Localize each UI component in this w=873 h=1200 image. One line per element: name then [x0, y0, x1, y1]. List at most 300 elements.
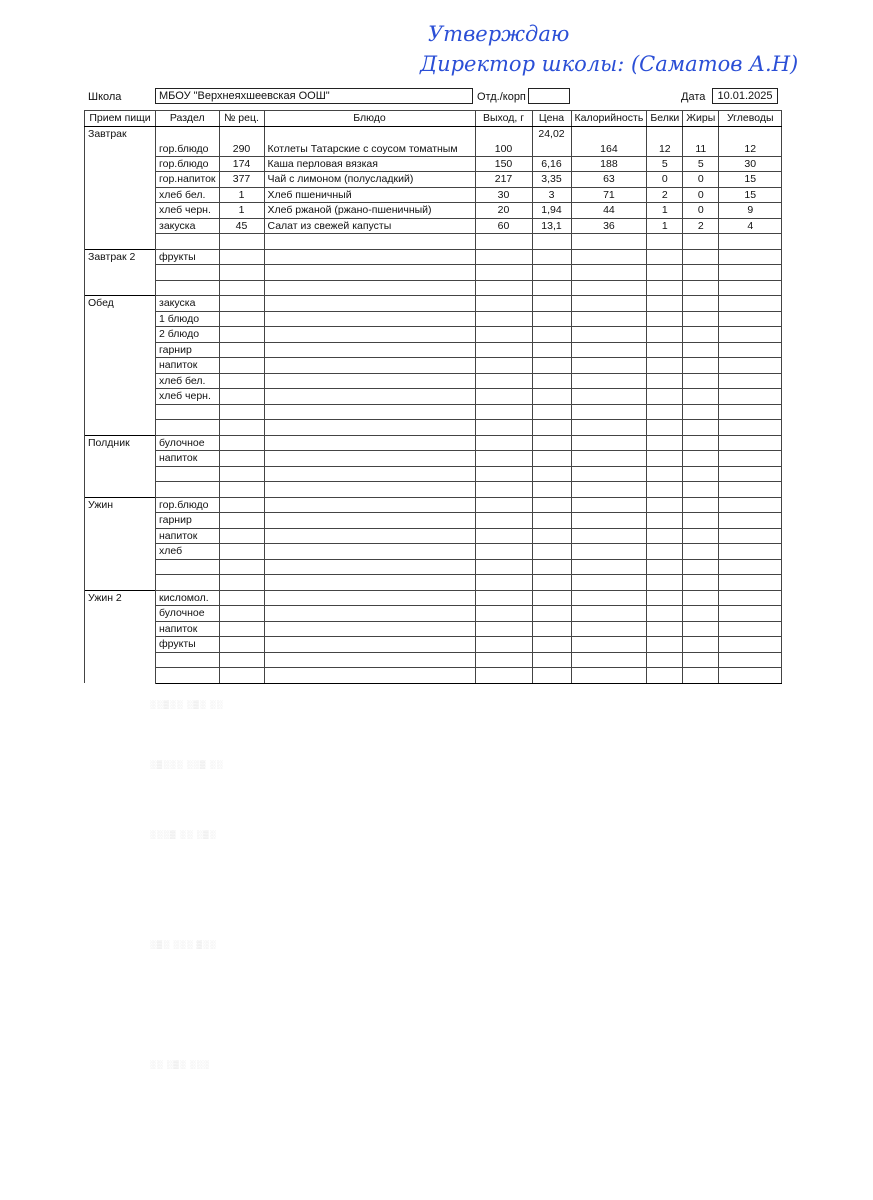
table-cell: [571, 575, 647, 591]
column-header: Белки: [647, 111, 683, 127]
table-cell: [647, 373, 683, 389]
table-cell: 2 блюдо: [156, 327, 220, 343]
table-cell: [719, 590, 782, 606]
table-cell: [719, 482, 782, 498]
table-cell: [219, 621, 264, 637]
table-cell: [719, 265, 782, 281]
table-cell: [719, 559, 782, 575]
table-cell: [647, 327, 683, 343]
table-cell: [571, 466, 647, 482]
table-row: [85, 156, 782, 172]
table-cell: [683, 342, 719, 358]
table-cell: 30: [719, 156, 782, 172]
table-row: [85, 373, 782, 389]
table-cell: гор.напиток: [156, 172, 220, 188]
table-cell: [264, 358, 475, 374]
table-cell: [647, 590, 683, 606]
table-cell: [156, 559, 220, 575]
table-cell: [219, 342, 264, 358]
table-cell: [475, 311, 532, 327]
table-cell: [264, 513, 475, 529]
column-header: Калорийность: [571, 111, 647, 127]
table-cell: [264, 296, 475, 312]
table-cell: [156, 265, 220, 281]
table-cell: [571, 420, 647, 436]
table-cell: [156, 466, 220, 482]
table-cell: [683, 327, 719, 343]
table-cell: [571, 327, 647, 343]
table-cell: [683, 249, 719, 265]
table-cell: [475, 466, 532, 482]
table-cell: 150: [475, 156, 532, 172]
table-row: [85, 513, 782, 529]
table-cell: 1 блюдо: [156, 311, 220, 327]
table-cell: хлеб бел.: [156, 187, 220, 203]
table-cell: напиток: [156, 451, 220, 467]
table-cell: [683, 451, 719, 467]
table-row: [85, 435, 782, 451]
table-header-row: [85, 111, 782, 127]
table-cell: кисломол.: [156, 590, 220, 606]
table-cell: [719, 249, 782, 265]
table-cell: [571, 590, 647, 606]
table-cell: 100: [475, 126, 532, 156]
table-cell: [647, 280, 683, 296]
table-cell: [219, 497, 264, 513]
table-row: [85, 621, 782, 637]
table-cell: 1: [219, 203, 264, 219]
table-cell: [475, 528, 532, 544]
table-cell: [219, 590, 264, 606]
table-cell: [571, 668, 647, 684]
table-cell: [219, 528, 264, 544]
table-cell: [156, 482, 220, 498]
table-cell: [532, 466, 571, 482]
column-header: Прием пищи: [85, 111, 156, 127]
table-cell: [219, 420, 264, 436]
table-cell: булочное: [156, 435, 220, 451]
table-cell: [571, 234, 647, 250]
table-cell: [571, 404, 647, 420]
table-cell: 5: [647, 156, 683, 172]
table-cell: 20: [475, 203, 532, 219]
table-row: [85, 296, 782, 312]
table-cell: [532, 420, 571, 436]
table-cell: [719, 451, 782, 467]
table-cell: 377: [219, 172, 264, 188]
table-cell: [571, 497, 647, 513]
table-cell: [683, 280, 719, 296]
table-cell: [683, 389, 719, 405]
table-cell: 24,02: [532, 126, 571, 156]
table-row: [85, 544, 782, 560]
table-cell: [647, 637, 683, 653]
table-cell: булочное: [156, 606, 220, 622]
table-cell: [571, 249, 647, 265]
table-cell: [532, 296, 571, 312]
table-cell: [532, 606, 571, 622]
table-cell: напиток: [156, 621, 220, 637]
scan-artifact: ░░░▒ ░░ ░▒░: [150, 830, 217, 839]
table-cell: Салат из свежей капусты: [264, 218, 475, 234]
table-cell: [532, 280, 571, 296]
table-cell: 2: [683, 218, 719, 234]
table-cell: [719, 327, 782, 343]
table-cell: [532, 482, 571, 498]
table-cell: 5: [683, 156, 719, 172]
column-header: Жиры: [683, 111, 719, 127]
table-cell: [683, 466, 719, 482]
table-cell: Чай с лимоном (полусладкий): [264, 172, 475, 188]
table-cell: [219, 280, 264, 296]
table-cell: [571, 513, 647, 529]
table-cell: [475, 234, 532, 250]
table-cell: гарнир: [156, 513, 220, 529]
table-cell: [719, 280, 782, 296]
table-cell: [264, 249, 475, 265]
table-row: [85, 172, 782, 188]
table-cell: 9: [719, 203, 782, 219]
table-cell: [532, 435, 571, 451]
table-cell: [475, 358, 532, 374]
table-cell: гарнир: [156, 342, 220, 358]
table-cell: [683, 652, 719, 668]
table-cell: [647, 528, 683, 544]
table-row: [85, 389, 782, 405]
table-row: [85, 404, 782, 420]
table-cell: [264, 342, 475, 358]
table-row: [85, 265, 782, 281]
table-cell: [532, 668, 571, 684]
table-cell: 36: [571, 218, 647, 234]
table-cell: 30: [475, 187, 532, 203]
table-cell: [219, 249, 264, 265]
table-cell: [719, 497, 782, 513]
table-cell: [571, 528, 647, 544]
table-row: [85, 528, 782, 544]
table-cell: [219, 451, 264, 467]
table-cell: [219, 637, 264, 653]
table-cell: [532, 234, 571, 250]
table-row: [85, 637, 782, 653]
table-cell: [532, 373, 571, 389]
column-header: Выход, г: [475, 111, 532, 127]
table-cell: [647, 358, 683, 374]
table-cell: [532, 559, 571, 575]
table-cell: [647, 234, 683, 250]
table-cell: [647, 652, 683, 668]
table-cell: [719, 513, 782, 529]
table-cell: [532, 327, 571, 343]
column-header: Раздел: [156, 111, 220, 127]
table-cell: [264, 637, 475, 653]
table-cell: [719, 528, 782, 544]
table-cell: [683, 265, 719, 281]
table-cell: 3,35: [532, 172, 571, 188]
table-row: [85, 218, 782, 234]
table-cell: [683, 606, 719, 622]
table-row: [85, 342, 782, 358]
table-cell: [647, 606, 683, 622]
dept-field[interactable]: [528, 88, 570, 104]
table-cell: [647, 435, 683, 451]
table-cell: 12: [719, 126, 782, 156]
table-cell: [647, 265, 683, 281]
table-cell: [647, 342, 683, 358]
table-cell: [532, 342, 571, 358]
table-row: [85, 451, 782, 467]
table-row: [85, 652, 782, 668]
column-header: Блюдо: [264, 111, 475, 127]
table-cell: [264, 420, 475, 436]
table-cell: [647, 668, 683, 684]
table-cell: [683, 513, 719, 529]
table-cell: [683, 358, 719, 374]
table-row: [85, 575, 782, 591]
table-row: [85, 311, 782, 327]
table-row: [85, 187, 782, 203]
table-cell: [647, 575, 683, 591]
table-cell: закуска: [156, 296, 220, 312]
table-cell: [719, 404, 782, 420]
table-cell: [532, 621, 571, 637]
table-row: [85, 559, 782, 575]
table-cell: [219, 373, 264, 389]
table-cell: [475, 420, 532, 436]
table-cell: [647, 513, 683, 529]
table-cell: [719, 621, 782, 637]
table-cell: [683, 311, 719, 327]
table-cell: [219, 358, 264, 374]
table-cell: [719, 637, 782, 653]
table-cell: 12: [647, 126, 683, 156]
table-cell: [571, 606, 647, 622]
table-cell: гор.блюдо: [156, 497, 220, 513]
date-label: Дата: [681, 91, 706, 103]
table-cell: [264, 327, 475, 343]
table-cell: [571, 637, 647, 653]
table-row: [85, 327, 782, 343]
table-cell: Котлеты Татарские с соусом томатным: [264, 126, 475, 156]
table-row: [85, 668, 782, 684]
table-cell: [475, 327, 532, 343]
table-cell: [156, 234, 220, 250]
table-row: [85, 203, 782, 219]
table-cell: 0: [683, 203, 719, 219]
school-field[interactable]: МБОУ "Верхнеяхшеевская ООШ": [155, 88, 473, 104]
table-cell: 15: [719, 187, 782, 203]
table-cell: [719, 373, 782, 389]
table-cell: [264, 575, 475, 591]
table-cell: [571, 652, 647, 668]
table-cell: [219, 559, 264, 575]
table-cell: [532, 249, 571, 265]
table-cell: [571, 358, 647, 374]
table-cell: [647, 451, 683, 467]
table-cell: [532, 358, 571, 374]
table-cell: [264, 668, 475, 684]
table-cell: [532, 544, 571, 560]
table-cell: 44: [571, 203, 647, 219]
table-cell: [264, 528, 475, 544]
table-cell: [571, 482, 647, 498]
table-cell: [475, 497, 532, 513]
table-cell: фрукты: [156, 249, 220, 265]
table-cell: [532, 528, 571, 544]
table-cell: [683, 234, 719, 250]
table-cell: [475, 621, 532, 637]
table-cell: 0: [683, 187, 719, 203]
approval-line-2: Директор школы: (Саматов А.Н): [420, 52, 799, 76]
table-row: [85, 590, 782, 606]
table-cell: гор.блюдо: [156, 156, 220, 172]
table-cell: [264, 265, 475, 281]
table-cell: [683, 482, 719, 498]
table-cell: [475, 606, 532, 622]
table-cell: хлеб бел.: [156, 373, 220, 389]
table-cell: 188: [571, 156, 647, 172]
table-cell: хлеб: [156, 544, 220, 560]
table-cell: [219, 389, 264, 405]
table-cell: [571, 265, 647, 281]
table-row: [85, 482, 782, 498]
table-cell: [264, 280, 475, 296]
table-row: [85, 234, 782, 250]
table-cell: [683, 544, 719, 560]
scan-artifact: ░▒░ ░░░ ▒░░: [150, 940, 217, 949]
table-cell: [719, 606, 782, 622]
table-cell: [719, 342, 782, 358]
table-cell: 290: [219, 126, 264, 156]
table-cell: 13,1: [532, 218, 571, 234]
table-cell: [719, 234, 782, 250]
table-cell: [571, 280, 647, 296]
table-cell: [719, 389, 782, 405]
table-body: [85, 126, 782, 683]
table-cell: [475, 373, 532, 389]
table-cell: [475, 513, 532, 529]
table-cell: [719, 435, 782, 451]
table-cell: [264, 435, 475, 451]
table-cell: [719, 575, 782, 591]
table-cell: [683, 497, 719, 513]
table-cell: [156, 420, 220, 436]
table-cell: [571, 373, 647, 389]
table-cell: [264, 621, 475, 637]
table-cell: Хлеб ржаной (ржано-пшеничный): [264, 203, 475, 219]
table-cell: [219, 606, 264, 622]
table-cell: 60: [475, 218, 532, 234]
table-cell: [264, 606, 475, 622]
table-cell: [647, 544, 683, 560]
table-cell: [571, 559, 647, 575]
table-cell: [475, 668, 532, 684]
table-cell: [532, 497, 571, 513]
table-cell: [532, 575, 571, 591]
scan-artifact: ░░ ░▒░ ░░░: [150, 1060, 210, 1069]
table-cell: [156, 652, 220, 668]
table-cell: [156, 668, 220, 684]
table-cell: 0: [683, 172, 719, 188]
table-cell: [264, 311, 475, 327]
meal-cell: Завтрак 2: [85, 249, 156, 296]
table-cell: [532, 637, 571, 653]
table-cell: [264, 451, 475, 467]
table-cell: [683, 528, 719, 544]
table-cell: хлеб черн.: [156, 389, 220, 405]
date-field[interactable]: 10.01.2025: [712, 88, 778, 104]
table-row: [85, 606, 782, 622]
dept-label: Отд./корп: [477, 91, 526, 103]
table-cell: [219, 234, 264, 250]
table-cell: [219, 296, 264, 312]
table-cell: [719, 544, 782, 560]
table-cell: [264, 652, 475, 668]
table-cell: [475, 544, 532, 560]
table-cell: [719, 358, 782, 374]
table-cell: [532, 451, 571, 467]
column-header: Углеводы: [719, 111, 782, 127]
table-cell: [532, 404, 571, 420]
column-header: Цена: [532, 111, 571, 127]
table-cell: [571, 296, 647, 312]
table-cell: 217: [475, 172, 532, 188]
table-cell: [219, 311, 264, 327]
table-cell: [571, 451, 647, 467]
table-cell: [532, 311, 571, 327]
table-cell: 15: [719, 172, 782, 188]
table-cell: [683, 420, 719, 436]
table-cell: [475, 451, 532, 467]
table-cell: 2: [647, 187, 683, 203]
table-cell: гор.блюдо: [156, 126, 220, 156]
table-cell: [264, 559, 475, 575]
table-cell: [647, 311, 683, 327]
table-cell: [156, 404, 220, 420]
table-cell: [264, 234, 475, 250]
table-cell: [647, 404, 683, 420]
table-cell: [683, 575, 719, 591]
table-cell: [532, 513, 571, 529]
table-cell: [475, 404, 532, 420]
table-cell: [647, 249, 683, 265]
table-cell: [264, 466, 475, 482]
menu-table: [84, 110, 782, 684]
table-row: [85, 249, 782, 265]
table-cell: [683, 296, 719, 312]
table-cell: 1,94: [532, 203, 571, 219]
table-cell: [647, 420, 683, 436]
table-cell: 174: [219, 156, 264, 172]
table-cell: [647, 466, 683, 482]
table-cell: [156, 280, 220, 296]
table-cell: [571, 435, 647, 451]
table-cell: [475, 265, 532, 281]
table-cell: [475, 590, 532, 606]
table-cell: [683, 590, 719, 606]
table-cell: напиток: [156, 528, 220, 544]
table-cell: закуска: [156, 218, 220, 234]
table-cell: 164: [571, 126, 647, 156]
table-cell: 11: [683, 126, 719, 156]
table-cell: [683, 373, 719, 389]
table-cell: 0: [647, 172, 683, 188]
table-row: [85, 280, 782, 296]
table-cell: 63: [571, 172, 647, 188]
table-cell: [475, 296, 532, 312]
table-cell: [219, 482, 264, 498]
table-cell: [475, 637, 532, 653]
